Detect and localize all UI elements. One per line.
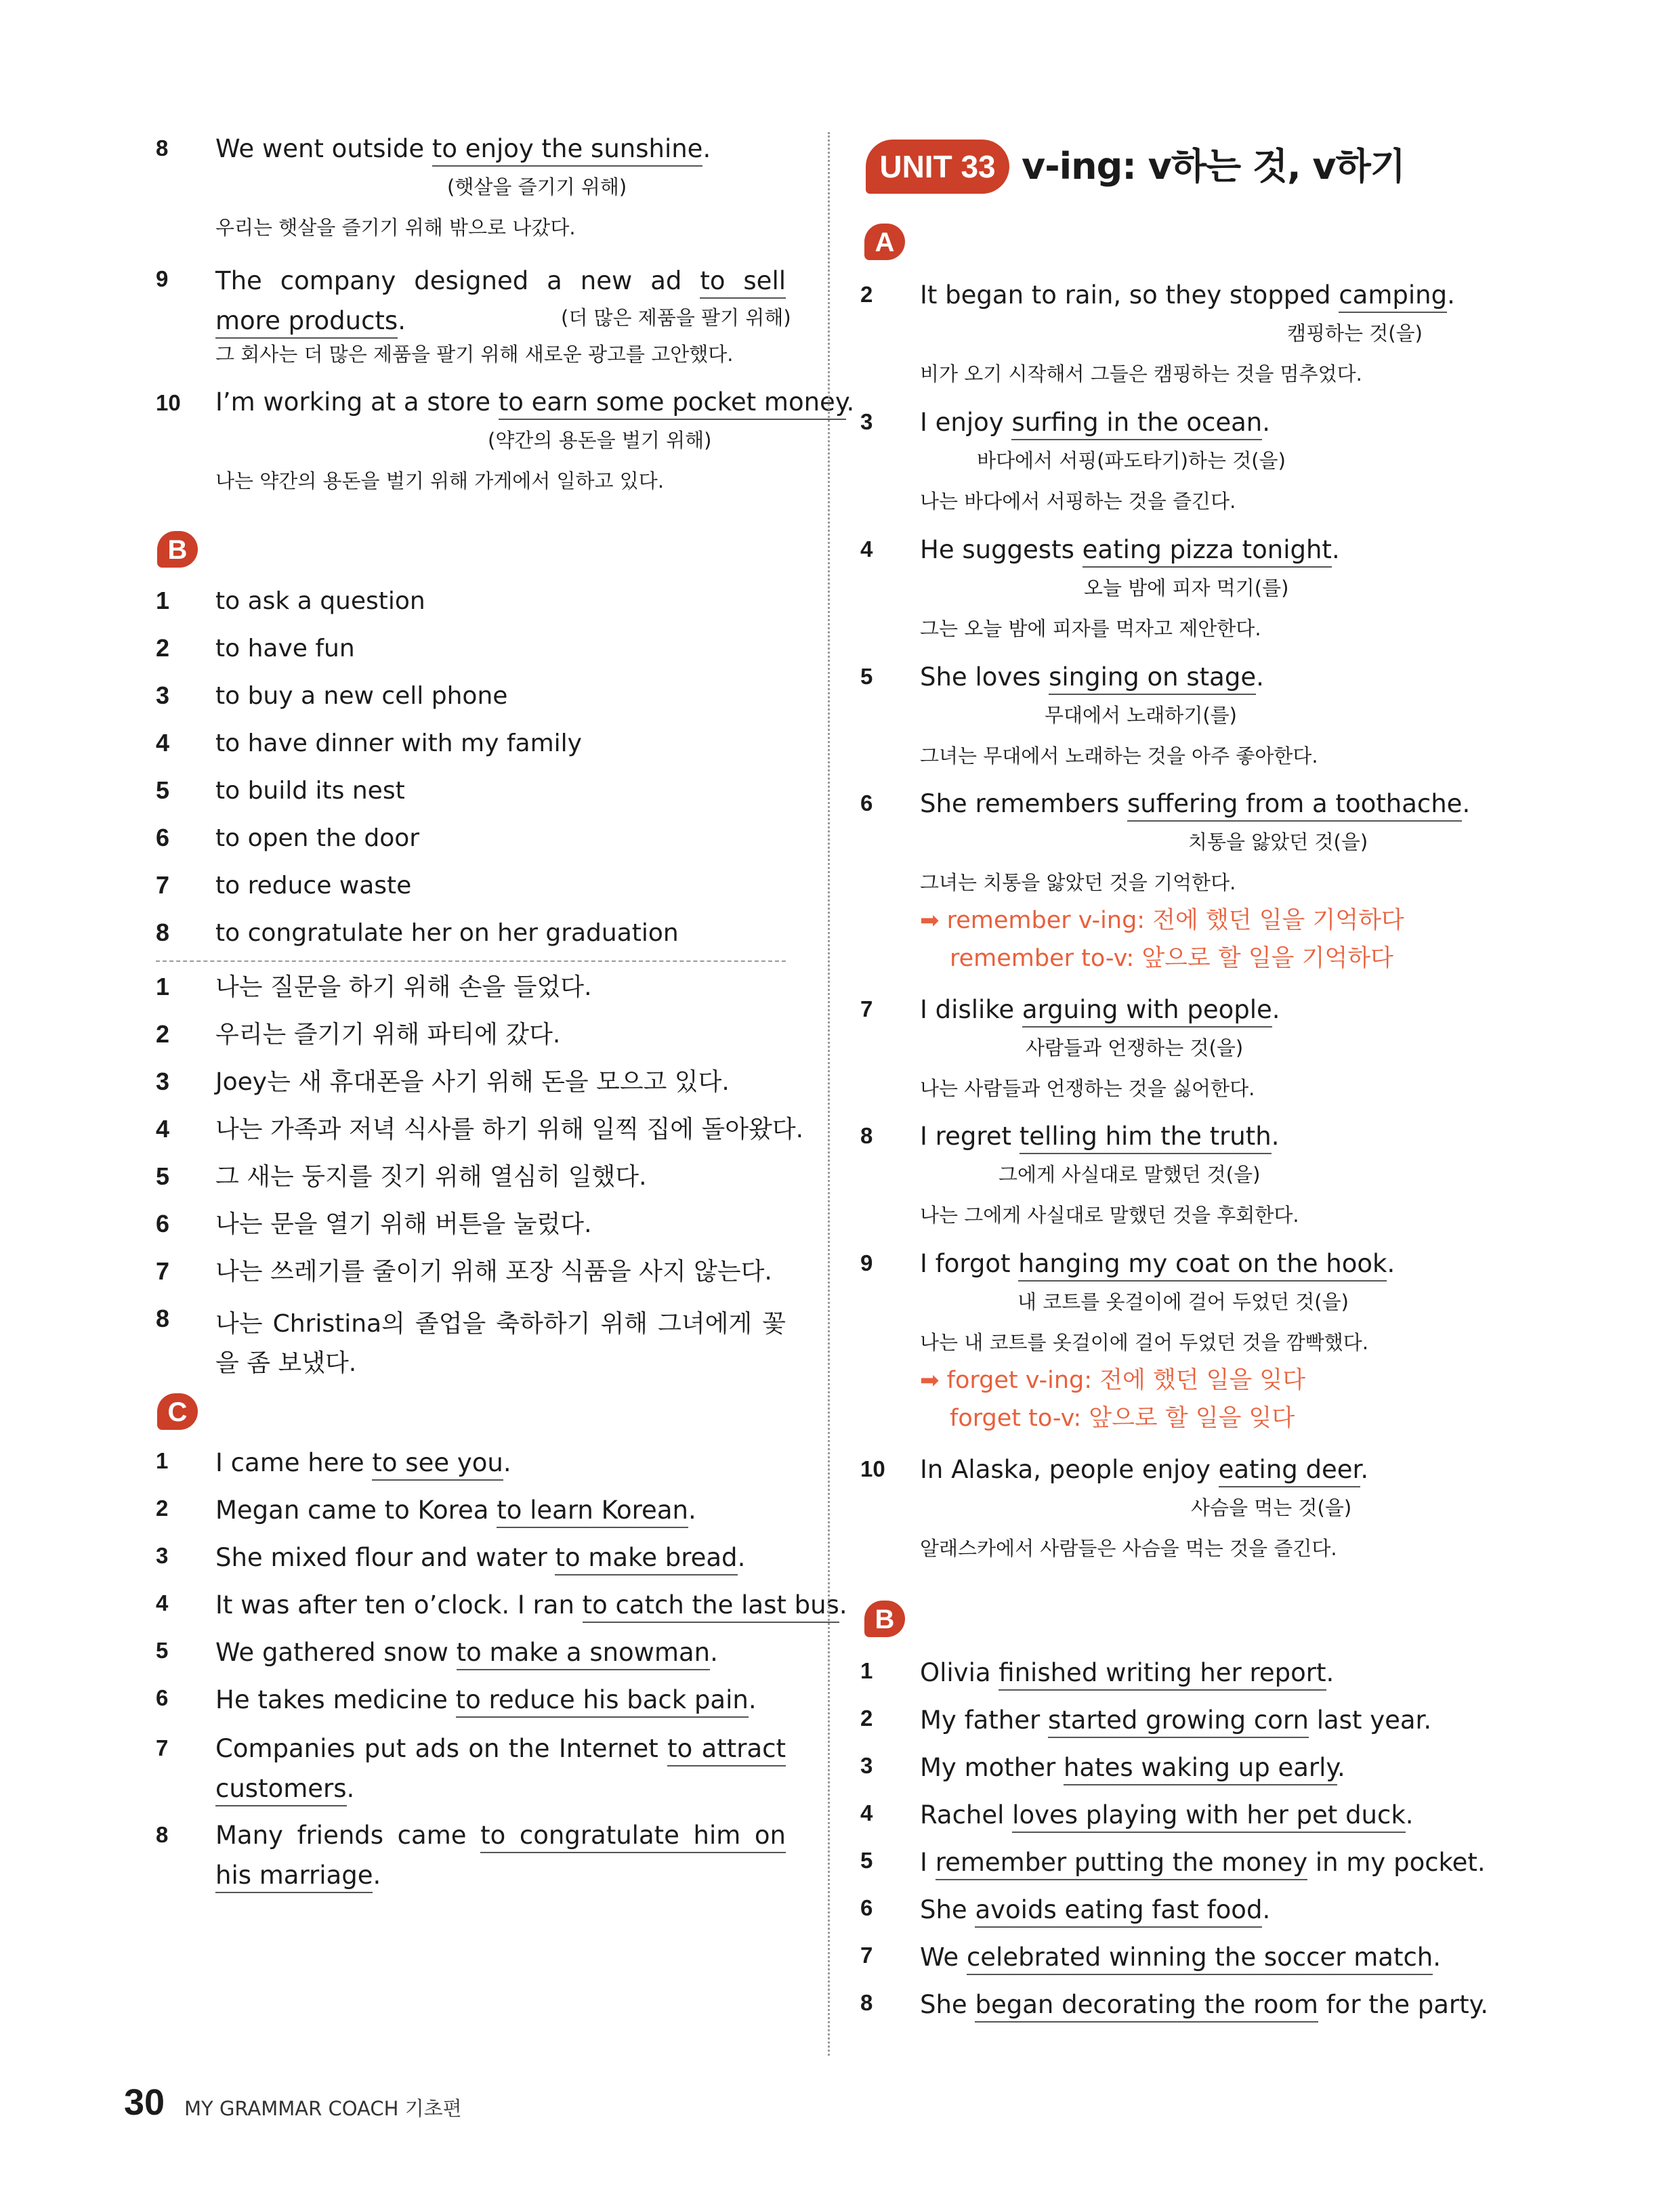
item-number: 8 <box>156 135 169 161</box>
list-item: 3 My mother hates waking up early. <box>860 1753 1511 1787</box>
answer-item-8 <box>156 134 786 242</box>
korean-translation: 나는 약간의 용돈을 벌기 위해 가게에서 일하고 있다. <box>215 469 665 492</box>
answer-sentence: We went outside to enjoy the sunshine. <box>215 134 711 164</box>
unit-badge: UNIT 33 <box>866 140 1009 194</box>
list-item: 2 Megan came to Korea to learn Korean. <box>156 1496 786 1529</box>
list-item: 3 She mixed flour and water to make bread. <box>156 1543 786 1577</box>
list-item: 1 Olivia finished writing her report. <box>860 1658 1511 1692</box>
section-c-badge: C <box>157 1393 198 1430</box>
list-item: 7 We celebrated winning the soccer match. <box>860 1943 1511 1976</box>
korean-translation: 그녀는 무대에서 노래하는 것을 아주 좋아한다. <box>920 744 1318 767</box>
arrow-right-icon: ➡ <box>920 907 940 934</box>
answer-item: 2 It began to rain, so they stopped camping. 캠핑하는 것(을) 비가 오기 시작해서 그들은 캠핑하는 것을 멈추었다. <box>860 280 1455 385</box>
answer-item: 5 She loves singing on stage. 무대에서 노래하기(를) 그녀는 무대에서 노래하는 것을 아주 좋아한다. <box>860 662 1318 767</box>
korean-translation: 나는 사람들과 언쟁하는 것을 싫어한다. <box>920 1077 1255 1100</box>
list-item: 4 나는 가족과 저녁 식사를 하기 위해 일찍 집에 돌아왔다. <box>156 1115 804 1143</box>
answer-item-9 <box>156 261 791 376</box>
list-item: 8 She began decorating the room for the party. <box>860 1990 1511 2024</box>
answer-sentence: The company designed a new ad to sell more products. <box>215 261 786 341</box>
item-number: 9 <box>156 266 169 291</box>
list-item: 6 He takes medicine to reduce his back pain. <box>156 1685 786 1719</box>
list-item: 4 Rachel loves playing with her pet duck. <box>860 1800 1511 1834</box>
arrow-right-icon: ➡ <box>920 1367 940 1394</box>
list-item: 8 to congratulate her on her graduation <box>156 918 679 947</box>
list-item: 2 My father started growing corn last year. <box>860 1706 1511 1739</box>
list-item: 6 to open the door <box>156 824 420 852</box>
list-item: 6 나는 문을 열기 위해 버튼을 눌렀다. <box>156 1210 592 1238</box>
korean-gloss: 치통을 앓았던 것(을) <box>1188 830 1368 853</box>
list-item: 2 to have fun <box>156 634 355 662</box>
list-item: 8 나는 Christina의 졸업을 축하하기 위해 그녀에게 꽃을 좀 보냈다. <box>156 1305 786 1377</box>
section-b-badge: B <box>157 531 198 568</box>
book-title: MY GRAMMAR COACH 기초편 <box>184 2097 462 2120</box>
grammar-note: ➡ forget v-ing: 전에 했던 일을 잊다 forget to-v: 앞으로 할 일을 잊다 <box>920 1367 1306 1432</box>
korean-translation: 나는 바다에서 서핑하는 것을 즐긴다. <box>920 490 1236 513</box>
korean-translation: 비가 오기 시작해서 그들은 캠핑하는 것을 멈추었다. <box>920 362 1362 385</box>
korean-gloss: (더 많은 제품을 팔기 위해) <box>561 306 791 329</box>
dashed-divider <box>156 960 786 962</box>
section-b-badge: B <box>864 1601 905 1637</box>
item-number: 10 <box>156 390 181 415</box>
unit-title: v-ing: v하는 것, v하기 <box>1022 145 1405 188</box>
list-item: 8 Many friends came to congratulate him on his marriage. <box>156 1815 786 1897</box>
list-item: 4 It was after ten o’clock. I ran to catch the last bus. <box>156 1590 786 1624</box>
answer-item: 7 I dislike arguing with people. 사람들과 언쟁하는 것(을) 나는 사람들과 언쟁하는 것을 싫어한다. <box>860 995 1280 1100</box>
korean-translation: 그는 오늘 밤에 피자를 먹자고 제안한다. <box>920 617 1261 640</box>
korean-gloss: 오늘 밤에 피자 먹기(를) <box>1084 576 1289 599</box>
answer-item: 6 She remembers suffering from a toothache. 치통을 앓았던 것(을) 그녀는 치통을 앓았던 것을 기억한다. ➡ remember v-ing: 전에 했던 일을 기억하다 remember to-v: 앞으로 할 일을 기억하다 <box>860 789 1511 986</box>
list-item: 7 to reduce waste <box>156 871 412 900</box>
list-item: 1 to ask a question <box>156 587 425 615</box>
korean-gloss: 사람들과 언쟁하는 것(을) <box>1026 1036 1244 1059</box>
list-item: 6 She avoids eating fast food. <box>860 1895 1511 1929</box>
list-item: 5 to build its nest <box>156 776 405 805</box>
list-item: 4 to have dinner with my family <box>156 729 582 757</box>
korean-translation: 나는 그에게 사실대로 말했던 것을 후회한다. <box>920 1204 1299 1227</box>
answer-item-10 <box>156 387 855 496</box>
list-item: 5 I remember putting the money in my pocket. <box>860 1848 1511 1882</box>
korean-gloss: 사슴을 먹는 것(을) <box>1191 1496 1352 1519</box>
korean-translation: 그녀는 치통을 앓았던 것을 기억한다. <box>920 871 1236 894</box>
korean-gloss: (약간의 용돈을 벌기 위해) <box>488 429 712 452</box>
column-divider <box>828 132 830 2056</box>
answer-item: 10 In Alaska, people enjoy eating deer. 사슴을 먹는 것(을) 알래스카에서 사람들은 사슴을 먹는 것을 즐긴다. <box>860 1455 1369 1560</box>
answer-item: 8 I regret telling him the truth. 그에게 사실대로 말했던 것(을) 나는 그에게 사실대로 말했던 것을 후회한다. <box>860 1122 1299 1227</box>
list-item: 3 to buy a new cell phone <box>156 681 508 710</box>
list-item: 7 나는 쓰레기를 줄이기 위해 포장 식품을 사지 않는다. <box>156 1257 772 1286</box>
korean-gloss: 내 코트를 옷걸이에 걸어 두었던 것(을) <box>1017 1290 1349 1313</box>
korean-gloss: 그에게 사실대로 말했던 것(을) <box>999 1163 1261 1186</box>
korean-gloss: 캠핑하는 것(을) <box>1287 322 1423 345</box>
korean-gloss: (햇살을 즐기기 위해) <box>447 175 627 198</box>
answer-sentence: I’m working at a store to earn some pocket money. <box>215 387 854 417</box>
list-item: 1 나는 질문을 하기 위해 손을 들었다. <box>156 973 592 1001</box>
korean-translation: 알래스카에서 사람들은 사슴을 먹는 것을 즐긴다. <box>920 1537 1337 1560</box>
list-item: 2 우리는 즐기기 위해 파티에 갔다. <box>156 1020 561 1049</box>
list-item: 5 We gathered snow to make a snowman. <box>156 1638 786 1672</box>
korean-translation: 우리는 햇살을 즐기기 위해 밖으로 나갔다. <box>215 216 576 239</box>
answer-item: 9 I forgot hanging my coat on the hook. 내 코트를 옷걸이에 걸어 두었던 것(을) 나는 내 코트를 옷걸이에 걸어 두었던 것을 깜빡했다. ➡ forget v-ing: 전에 했던 일을 잊다 forget to-v: 앞으로 할 일을 잊다 <box>860 1249 1511 1445</box>
list-item: 3 Joey는 새 휴대폰을 사기 위해 돈을 모으고 있다. <box>156 1067 730 1096</box>
answer-item: 4 He suggests eating pizza tonight. 오늘 밤에 피자 먹기(를) 그는 오늘 밤에 피자를 먹자고 제안한다. <box>860 535 1340 640</box>
section-a-badge: A <box>864 224 905 260</box>
korean-translation: 그 회사는 더 많은 제품을 팔기 위해 새로운 광고를 고안했다. <box>215 343 734 366</box>
korean-gloss: 무대에서 노래하기(를) <box>1045 704 1237 727</box>
list-item: 1 I came here to see you. <box>156 1448 786 1482</box>
list-item: 5 그 새는 둥지를 짓기 위해 열심히 일했다. <box>156 1162 647 1191</box>
page-number: 30 <box>124 2082 165 2123</box>
answer-item: 3 I enjoy surfing in the ocean. 바다에서 서핑(파도타기)하는 것(을) 나는 바다에서 서핑하는 것을 즐긴다. <box>860 408 1286 513</box>
korean-translation: 나는 내 코트를 옷걸이에 걸어 두었던 것을 깜빡했다. <box>920 1331 1369 1354</box>
korean-gloss: 바다에서 서핑(파도타기)하는 것(을) <box>977 449 1286 472</box>
list-item: 7 Companies put ads on the Internet to attract customers. <box>156 1729 786 1810</box>
grammar-note: ➡ remember v-ing: 전에 했던 일을 기억하다 remember to-v: 앞으로 할 일을 기억하다 <box>920 907 1404 972</box>
